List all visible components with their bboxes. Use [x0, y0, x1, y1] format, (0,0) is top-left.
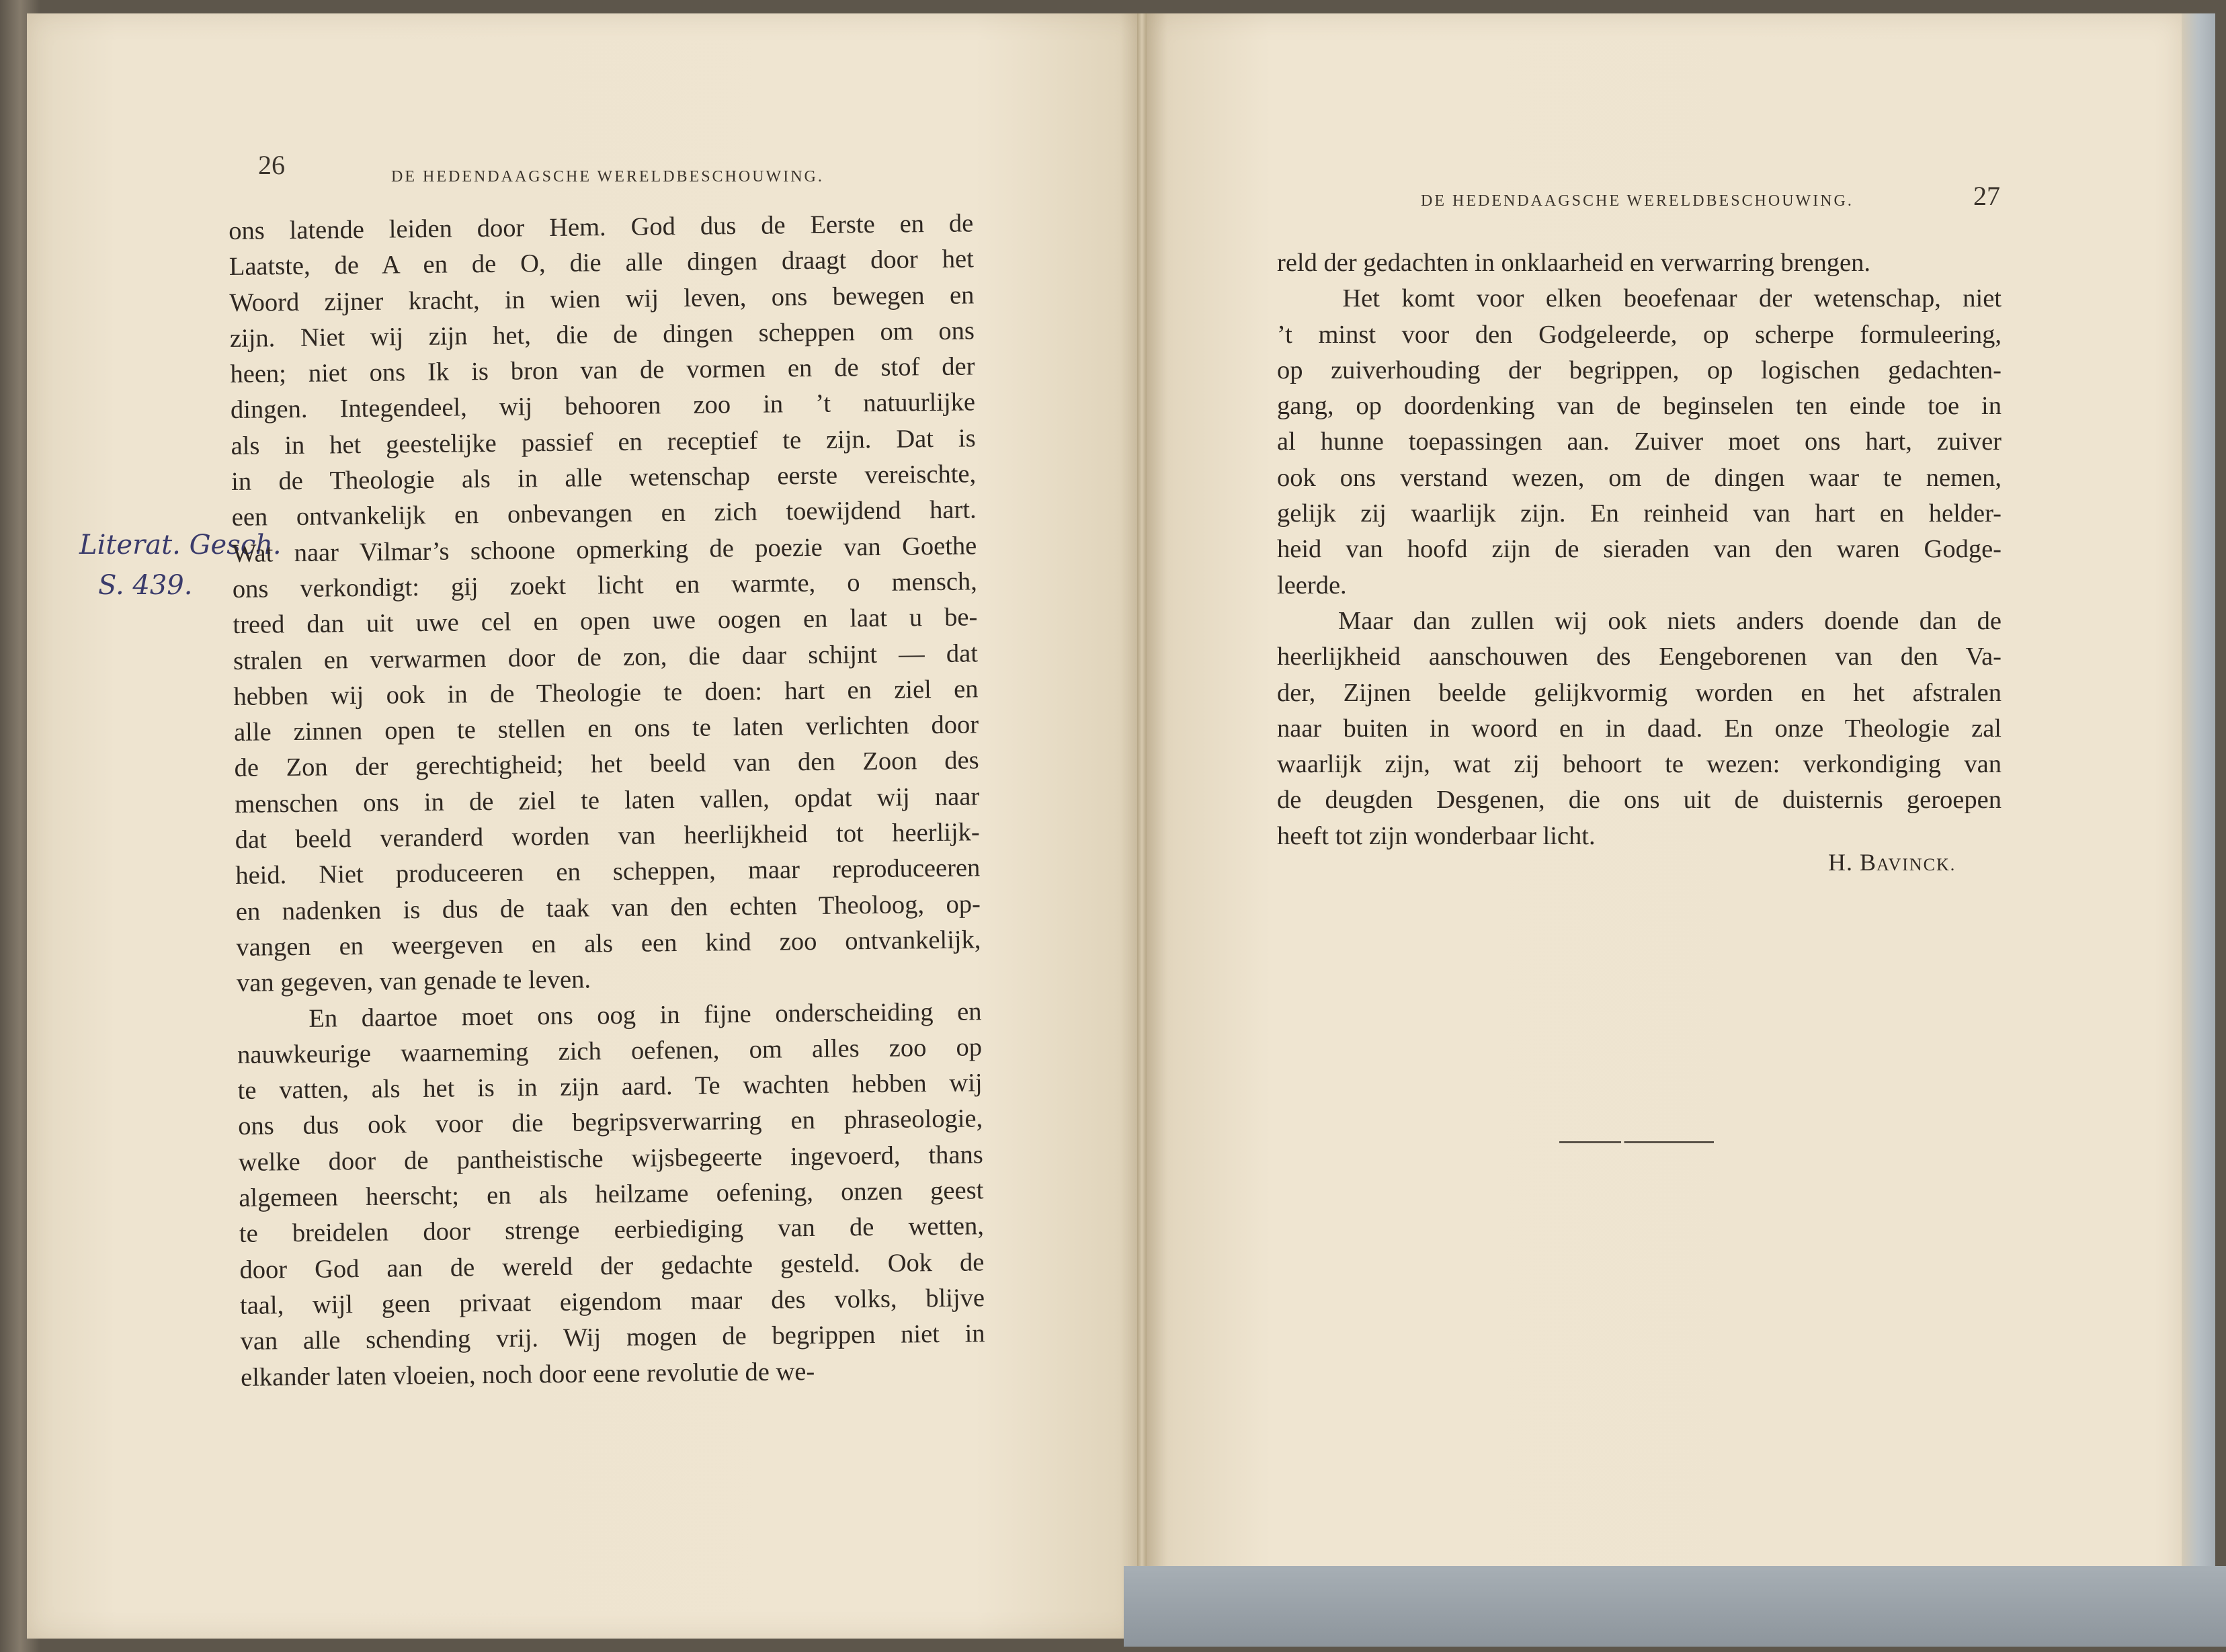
right-page-text-line: heeft tot zijn wonderbaar licht.: [1277, 821, 1596, 850]
right-page-text-line: ook ons verstand wezen, om de dingen waar te nemen,: [1277, 463, 2002, 492]
left-page-text-line: ons verkondigt: gij zoekt licht en warmte, o mensch,: [232, 567, 978, 604]
left-page-text-line: te vatten, als het is in zijn aard. Te wachten hebben wij: [237, 1069, 983, 1106]
left-page-text-line: een ontvankelijk en onbevangen en zich toewijdend hart.: [231, 495, 977, 532]
left-page-text-line: elkander laten vloeien, noch door eene revolutie de we-: [240, 1357, 815, 1392]
left-page-text-line: heen; niet ons Ik is bron van de vormen en de stof der: [230, 352, 975, 389]
book-spine: [1137, 13, 1147, 1640]
right-page-text-line: Maar dan zullen wij ook niets anders doende dan de: [1277, 606, 2002, 635]
left-page-text-line: Woord zijner kracht, in wien wij leven, ons bewegen en: [229, 280, 975, 317]
right-page-text-line: naar buiten in woord en in daad. En onze Theologie zal: [1277, 714, 2002, 743]
right-page-text-line: leerde.: [1277, 571, 1347, 600]
right-running-header: DE HEDENDAAGSCHE WERELDBESCHOUWING.: [1421, 192, 1854, 210]
left-page-text-line: van alle schending vrij. Wij mogen de begrippen niet in: [240, 1319, 985, 1356]
left-page-text-line: van gegeven, van genade te leven.: [236, 965, 591, 998]
left-page-text-line: treed dan uit uwe cel en open uwe oogen en laat u be-: [233, 603, 978, 640]
left-page-text-line: menschen ons in de ziel te laten vallen, opdat wij naar: [234, 782, 980, 819]
signature-initial: H. B: [1828, 849, 1877, 876]
left-running-header: DE HEDENDAAGSCHE WERELDBESCHOUWING.: [391, 168, 824, 185]
left-page-text-line: Laatste, de A en de O, die alle dingen draagt door het: [229, 245, 974, 282]
page-stack-edge: [2182, 13, 2215, 1640]
right-page-text-line: der, Zijnen beelde gelijkvormig worden en het afstralen: [1277, 678, 2002, 707]
signature-surname: AVINCK.: [1877, 855, 1956, 874]
left-page-text-line: hebben wij ook in de Theologie te doen: hart en ziel en: [233, 675, 979, 711]
right-page-text-line: op zuiverhouding der begrippen, op logischen gedachten-: [1277, 356, 2002, 384]
left-page-text-line: Wat naar Vilmar’s schoone opmerking de poezie van Goethe: [232, 532, 977, 568]
right-page-text-line: heid van hoofd zijn de sieraden van den waren Godge-: [1277, 535, 2002, 564]
handwritten-margin-note-line1: Literat. Gesch.: [79, 530, 282, 561]
left-page-text-line: taal, wijl geen privaat eigendom maar des volks, blijve: [239, 1284, 985, 1320]
left-page-text-line: algemeen heerscht; en als heilzame oefening, onzen geest: [239, 1176, 984, 1212]
right-page-text-line: de deugden Desgenen, die ons uit de duisternis geroepen: [1277, 786, 2002, 815]
left-page-body-text: [229, 206, 985, 1395]
closing-rule: [1559, 1141, 1714, 1143]
left-page-text-line: ons dus ook voor die begripsverwarring en phraseologie,: [238, 1104, 983, 1141]
left-page-text-line: door God aan de wereld der gedachte gesteld. Ook de: [239, 1247, 985, 1284]
left-page-text-line: alle zinnen open te stellen en ons te laten verlichten door: [233, 710, 979, 747]
left-page-text-line: welke door de pantheistische wijsbegeerte ingevoerd, thans: [238, 1141, 983, 1177]
left-page-text-line: en nadenken is dus de taak van den echten Theoloog, op-: [235, 889, 981, 926]
left-page-text-line: vangen en weergeven en als een kind zoo ontvankelijk,: [236, 925, 981, 962]
left-page-text-line: dat beeld veranderd worden van heerlijkheid tot heerlijk-: [235, 818, 980, 854]
left-page-text-line: als in het geestelijke passief en receptief te zijn. Dat is: [231, 424, 976, 460]
author-signature: [1828, 848, 1956, 876]
right-page-body-text: [1277, 245, 2002, 854]
handwritten-margin-note-line2: S. 439.: [98, 570, 193, 601]
right-page-number: 27: [1973, 181, 2000, 211]
left-page-text-line: stralen en verwarmen door de zon, die daar schijnt — dat: [233, 638, 979, 675]
left-page-text-line: En daartoe moet ons oog in fijne onderscheiding en: [237, 997, 982, 1034]
left-page-text-line: de Zon der gerechtigheid; het beeld van den Zoon des: [234, 746, 979, 783]
right-page-text-line: Het komt voor elken beoefenaar der wetenschap, niet: [1277, 284, 2002, 313]
right-page-text-line: gelijk zij waarlijk zijn. En reinheid van hart en helder-: [1277, 499, 2002, 528]
left-page-text-line: in de Theologie als in alle wetenschap eerste vereischte,: [231, 460, 977, 497]
right-page-text-line: ’t minst voor den Godgeleerde, op scherpe formuleering,: [1277, 320, 2002, 349]
left-page-text-line: zijn. Niet wij zijn het, die de dingen scheppen om ons: [229, 317, 975, 353]
left-page-text-line: ons latende leiden door Hem. God dus de Eerste en de: [229, 209, 974, 245]
right-page-text-line: heerlijkheid aanschouwen des Eengeborenen van den Va-: [1277, 643, 2002, 671]
right-page-text-line: gang, op doordenking van de beginselen ten einde toe in: [1277, 392, 2002, 421]
left-page-text-line: nauwkeurige waarneming zich oefenen, om alles zoo op: [237, 1033, 983, 1069]
right-page-text-line: waarlijk zijn, wat zij behoort te wezen: verkondiging van: [1277, 750, 2002, 779]
left-page-text-line: heid. Niet produceeren en scheppen, maar reproduceeren: [235, 854, 981, 891]
left-page-text-line: dingen. Integendeel, wij behooren zoo in ’t natuurlijke: [230, 388, 976, 425]
left-page-text-line: te breidelen door strenge eerbiediging van de wetten,: [239, 1212, 985, 1249]
left-page-number: 26: [258, 150, 285, 180]
right-page-text-line: al hunne toepassingen aan. Zuiver moet ons hart, zuiver: [1277, 427, 2002, 456]
bottom-stack-edge: [1124, 1566, 2226, 1647]
right-page-text-line: reld der gedachten in onklaarheid en verwarring brengen.: [1277, 249, 1870, 277]
